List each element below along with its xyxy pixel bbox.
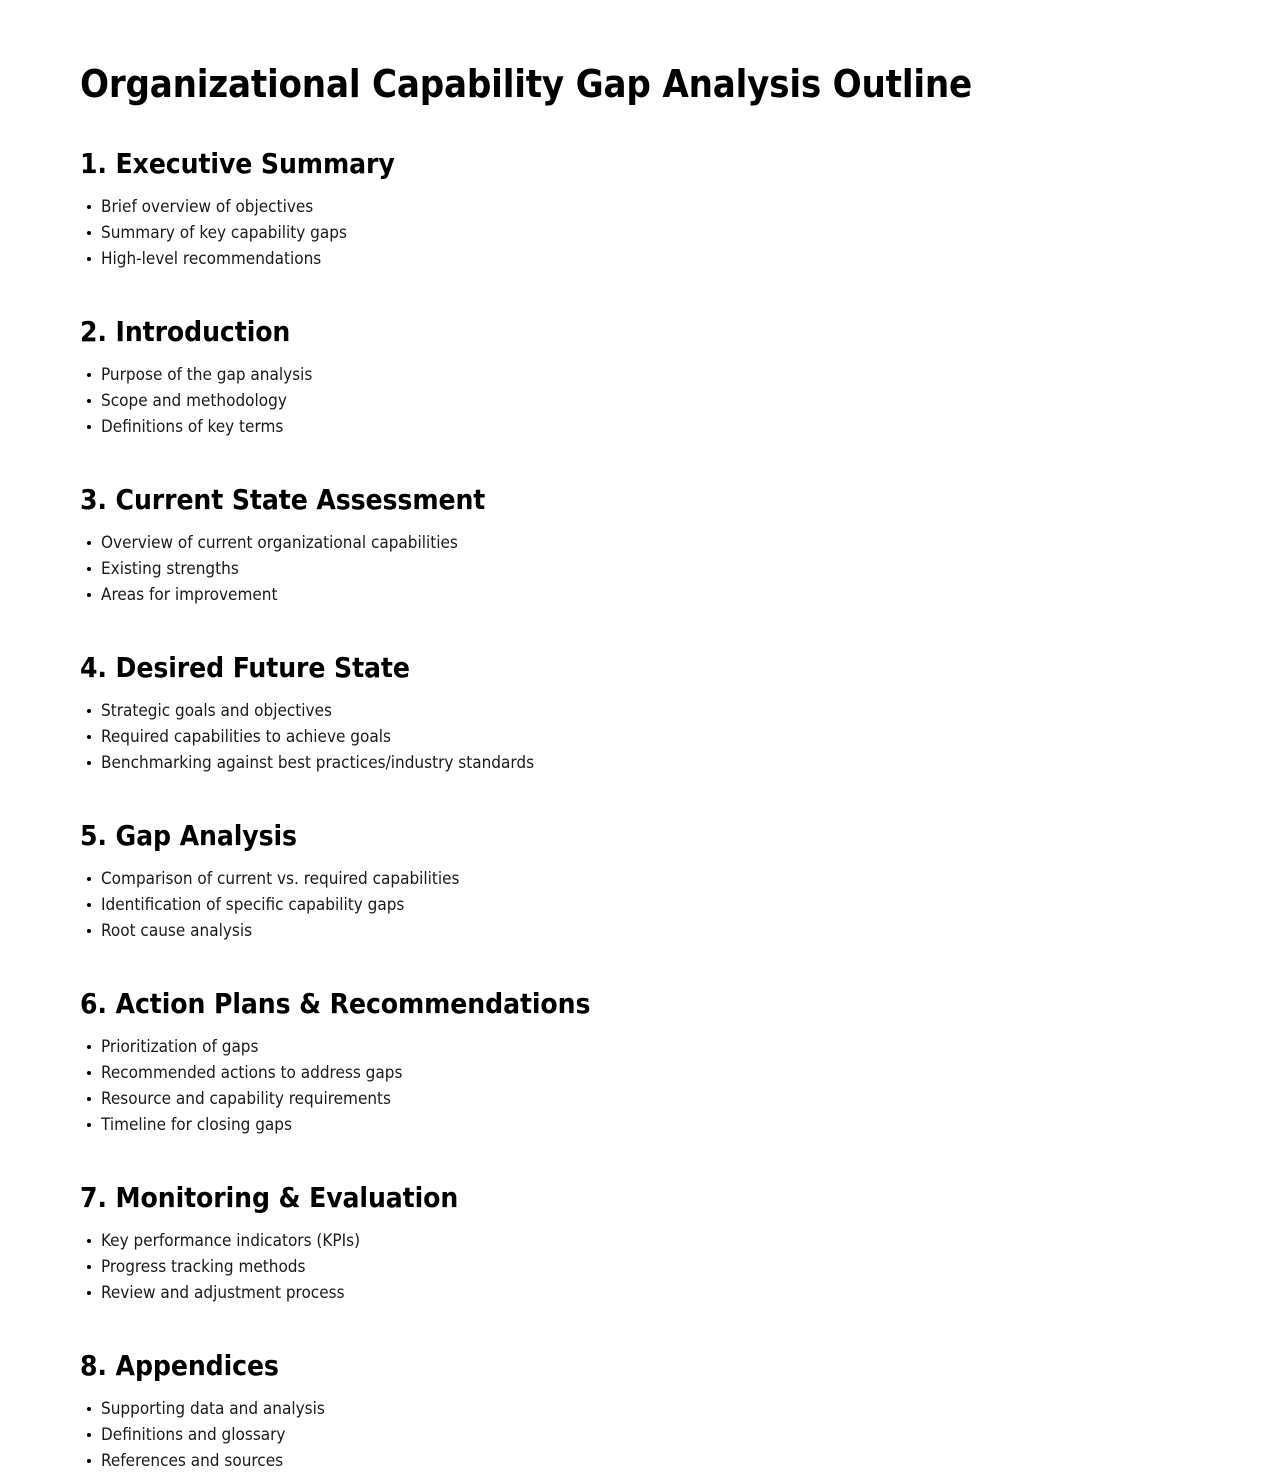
list-item: [80, 698, 1183, 724]
bullet-disc-icon: [87, 1071, 91, 1075]
list-item: [80, 918, 1183, 944]
section-heading: 8. Appendices: [80, 1349, 279, 1382]
list-item-label: Identification of specific capability gaps: [101, 895, 405, 915]
list-item: [80, 530, 1183, 556]
bullet-disc-icon: [87, 425, 91, 429]
list-item: [80, 1422, 1183, 1448]
list-item: [80, 866, 1183, 892]
list-item-label: Review and adjustment process: [101, 1283, 345, 1303]
list-item-label: Benchmarking against best practices/industry standards: [101, 753, 535, 773]
bullet-disc-icon: [87, 257, 91, 261]
section-heading: 5. Gap Analysis: [80, 819, 297, 852]
list-item-label: Required capabilities to achieve goals: [101, 727, 391, 747]
bullet-disc-icon: [87, 373, 91, 377]
bullet-disc-icon: [87, 761, 91, 765]
bullet-disc-icon: [87, 1045, 91, 1049]
section-bullet-list: [80, 194, 1183, 272]
bullet-disc-icon: [87, 205, 91, 209]
outline-section: [80, 316, 1183, 440]
list-item: [80, 892, 1183, 918]
section-heading: 3. Current State Assessment: [80, 483, 486, 516]
list-item: [80, 1396, 1183, 1422]
list-item-label: Scope and methodology: [101, 391, 287, 411]
list-item-label: Progress tracking methods: [101, 1257, 306, 1277]
list-item: [80, 362, 1183, 388]
outline-section: [80, 820, 1183, 944]
list-item: [80, 1060, 1183, 1086]
section-bullet-list: [80, 1396, 1183, 1474]
section-heading: 4. Desired Future State: [80, 651, 410, 684]
list-item: [80, 414, 1183, 440]
list-item: [80, 750, 1183, 776]
list-item: [80, 556, 1183, 582]
list-item-label: Supporting data and analysis: [101, 1399, 325, 1419]
bullet-disc-icon: [87, 903, 91, 907]
list-item: [80, 582, 1183, 608]
outline-section: [80, 988, 1183, 1138]
list-item: [80, 1112, 1183, 1138]
section-heading: 7. Monitoring & Evaluation: [80, 1181, 459, 1214]
section-heading: 6. Action Plans & Recommendations: [80, 987, 591, 1020]
bullet-disc-icon: [87, 541, 91, 545]
list-item: [80, 724, 1183, 750]
list-item-label: Summary of key capability gaps: [101, 223, 347, 243]
bullet-disc-icon: [87, 929, 91, 933]
list-item-label: Existing strengths: [101, 559, 239, 579]
bullet-disc-icon: [87, 1291, 91, 1295]
list-item: [80, 246, 1183, 272]
bullet-disc-icon: [87, 1407, 91, 1411]
list-item: [80, 220, 1183, 246]
list-item-label: Definitions and glossary: [101, 1425, 286, 1445]
list-item-label: Recommended actions to address gaps: [101, 1063, 403, 1083]
list-item-label: High-level recommendations: [101, 249, 322, 269]
outline-sections: [80, 148, 1183, 1474]
list-item-label: Resource and capability requirements: [101, 1089, 392, 1109]
list-item-label: Root cause analysis: [101, 921, 253, 941]
section-bullet-list: [80, 530, 1183, 608]
outline-section: [80, 148, 1183, 272]
section-bullet-list: [80, 1034, 1183, 1138]
section-bullet-list: [80, 362, 1183, 440]
section-bullet-list: [80, 866, 1183, 944]
bullet-disc-icon: [87, 877, 91, 881]
list-item: [80, 1280, 1183, 1306]
list-item-label: Areas for improvement: [101, 585, 278, 605]
page-title: Organizational Capability Gap Analysis Outline: [80, 62, 972, 106]
outline-section: [80, 1182, 1183, 1306]
list-item: [80, 1086, 1183, 1112]
bullet-disc-icon: [87, 709, 91, 713]
outline-section: [80, 652, 1183, 776]
bullet-disc-icon: [87, 567, 91, 571]
bullet-disc-icon: [87, 1239, 91, 1243]
list-item: [80, 1254, 1183, 1280]
list-item-label: Purpose of the gap analysis: [101, 365, 313, 385]
list-item-label: Key performance indicators (KPIs): [101, 1231, 361, 1251]
list-item: [80, 1228, 1183, 1254]
list-item-label: Comparison of current vs. required capabilities: [101, 869, 460, 889]
bullet-disc-icon: [87, 593, 91, 597]
list-item-label: Overview of current organizational capabilities: [101, 533, 458, 553]
list-item: [80, 1034, 1183, 1060]
section-bullet-list: [80, 698, 1183, 776]
bullet-disc-icon: [87, 399, 91, 403]
bullet-disc-icon: [87, 1265, 91, 1269]
section-heading: 1. Executive Summary: [80, 147, 395, 180]
section-heading: 2. Introduction: [80, 315, 291, 348]
bullet-disc-icon: [87, 1459, 91, 1463]
list-item: [80, 388, 1183, 414]
outline-section: [80, 1350, 1183, 1474]
bullet-disc-icon: [87, 231, 91, 235]
list-item-label: Strategic goals and objectives: [101, 701, 332, 721]
bullet-disc-icon: [87, 1123, 91, 1127]
bullet-disc-icon: [87, 1433, 91, 1437]
list-item-label: References and sources: [101, 1451, 284, 1471]
list-item-label: Prioritization of gaps: [101, 1037, 259, 1057]
list-item: [80, 194, 1183, 220]
list-item-label: Timeline for closing gaps: [101, 1115, 292, 1135]
list-item-label: Brief overview of objectives: [101, 197, 314, 217]
section-bullet-list: [80, 1228, 1183, 1306]
bullet-disc-icon: [87, 735, 91, 739]
bullet-disc-icon: [87, 1097, 91, 1101]
list-item-label: Definitions of key terms: [101, 417, 284, 437]
list-item: [80, 1448, 1183, 1474]
outline-section: [80, 484, 1183, 608]
